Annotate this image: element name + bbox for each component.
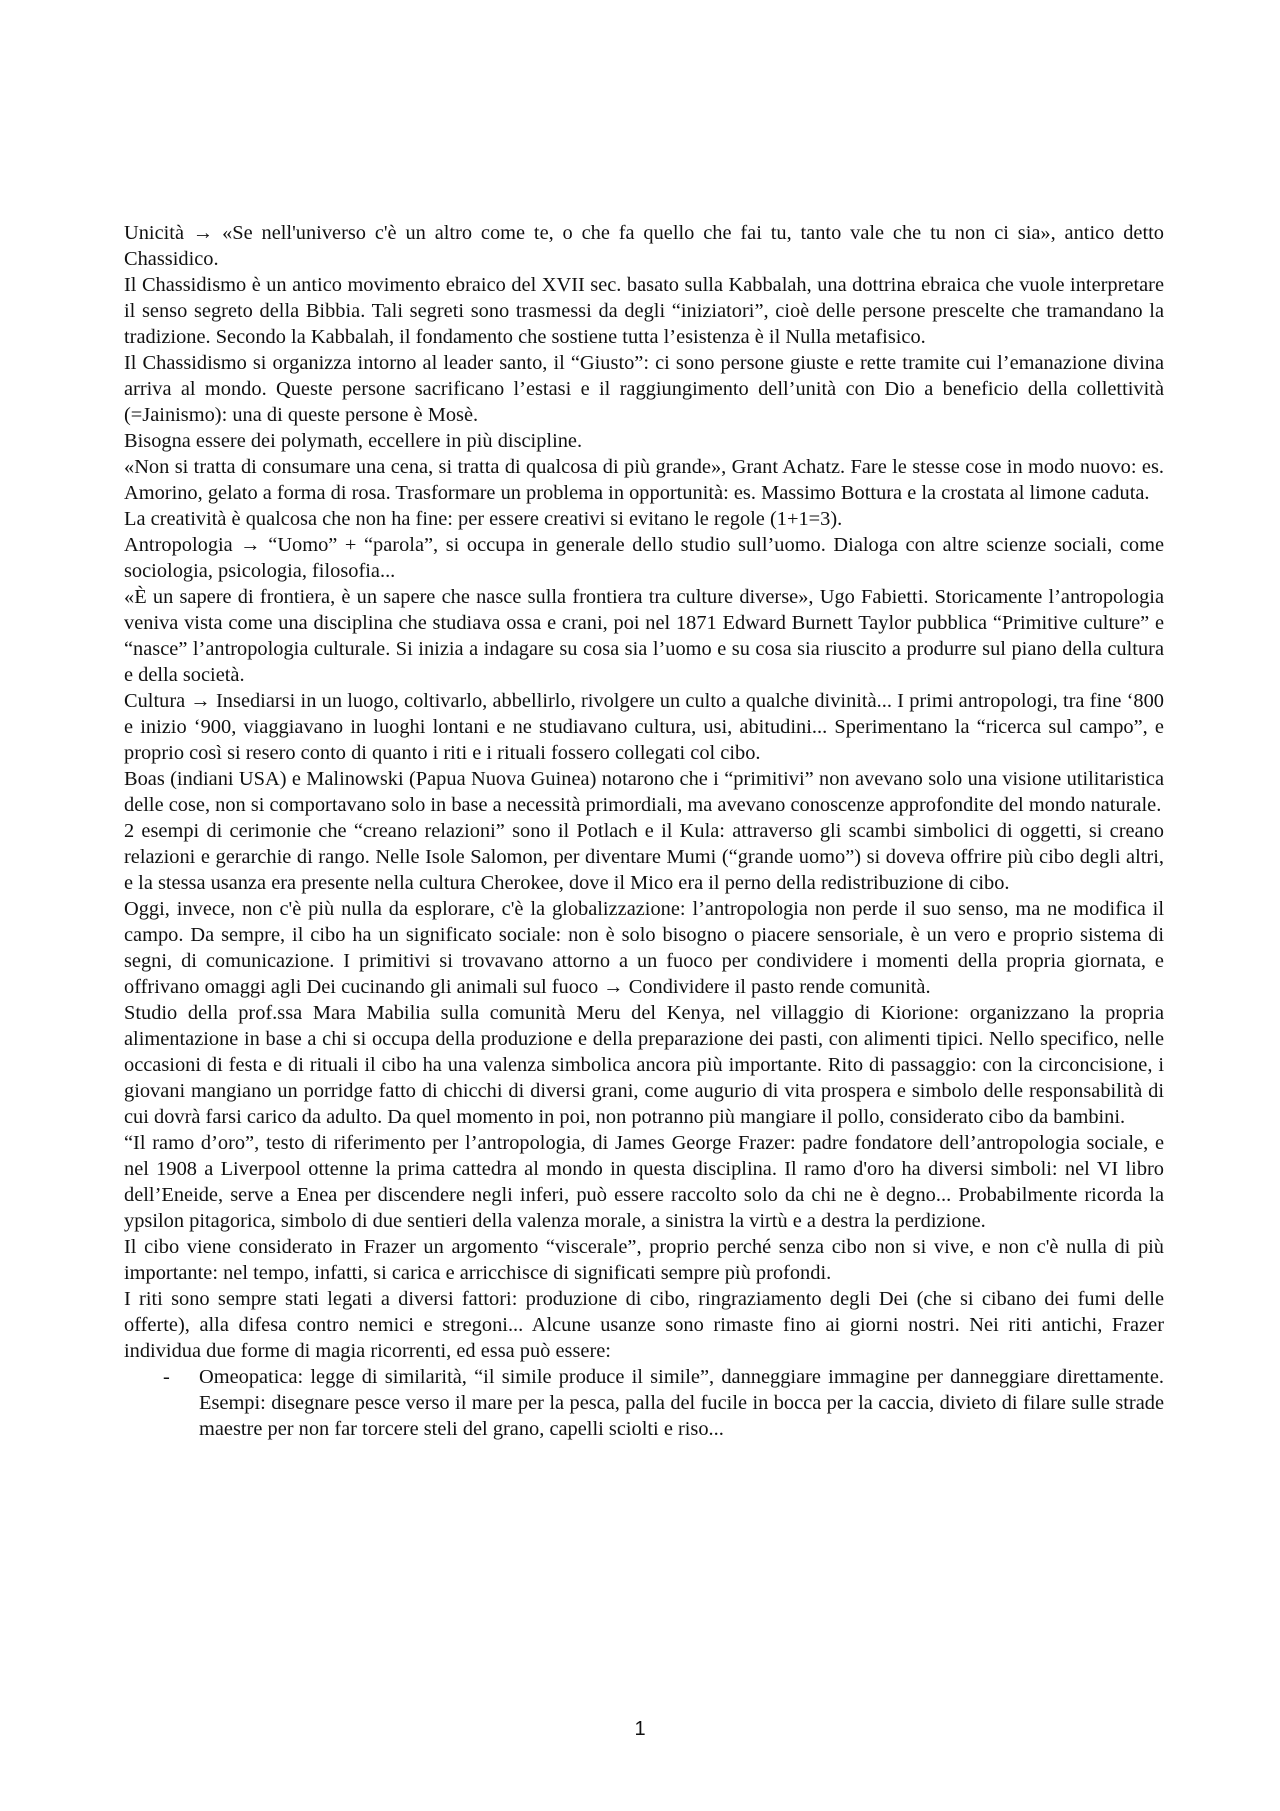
- paragraph-riti: I riti sono sempre stati legati a diversi fattori: produzione di cibo, ringraziamento degli Dei (che si cibano dei fumi delle offerte), alla difesa contro nemici e stregoni... Alcune usanze sono rimaste fino ai giorni nostri. Nei riti antichi, Frazer individua due forme di magia ricorrenti, ed essa può essere:: [124, 1288, 1164, 1362]
- paragraph-boas-malinowski: Boas (indiani USA) e Malinowski (Papua Nuova Guinea) notarono che i “primitivi” non avevano solo una visione utilitaristica delle cose, non si comportavano solo in base a necessità primordiali, ma avevano conoscenze approfondite del mondo naturale.: [124, 768, 1164, 816]
- paragraph-ramo-doro: “Il ramo d’oro”, testo di riferimento per l’antropologia, di James George Frazer: padre fondatore dell’antropologia sociale, e nel 1908 a Liverpool ottenne la prima cattedra al mondo in questa disciplina. Il ramo d'oro ha diversi simboli: nel VI libro dell’Eneide, serve a Enea per discendere negli inferi, può essere raccolto solo da chi ne è degno... Probabilmente ricorda la ypsilon pitagorica, simbolo di due sentieri della valenza morale, a sinistra la virtù e a destra la perdizione.: [124, 1132, 1164, 1232]
- paragraph-antropologia: Antropologia → “Uomo” + “parola”, si occupa in generale dello studio sull’uomo. Dialoga con altre scienze sociali, come sociologia, psicologia, filosofia...: [124, 534, 1164, 582]
- paragraph-viscerale: Il cibo viene considerato in Frazer un argomento “viscerale”, proprio perché senza cibo non si vive, e non c'è nulla di più importante: nel tempo, infatti, si carica e arricchisce di significati sempre più profondi.: [124, 1236, 1164, 1284]
- page-number: 1: [634, 1718, 646, 1740]
- paragraph-creativita: La creatività è qualcosa che non ha fine: per essere creativi si evitano le regole (1+1=3).: [124, 508, 843, 530]
- paragraph-achatz: «Non si tratta di consumare una cena, si tratta di qualcosa di più grande», Grant Achatz. Fare le stesse cose in modo nuovo: es. Amorino, gelato a forma di rosa. Trasformare un problema in opportunità: es. Massimo Bottura e la crostata al limone caduta.: [124, 456, 1164, 504]
- magic-forms-list: [124, 1364, 1164, 1442]
- list-item-text: Omeopatica: legge di similarità, “il simile produce il simile”, danneggiare immagine per danneggiare direttamente. Esempi: disegnare pesce verso il mare per la pesca, palla del fucile in bocca per la caccia, divieto di filare sulle strade maestre per non far torcere steli del grano, capelli sciolti e riso...: [199, 1366, 1164, 1440]
- paragraph-cultura: Cultura → Insediarsi in un luogo, coltivarlo, abbellirlo, rivolgere un culto a qualche divinità... I primi antropologi, tra fine ‘800 e inizio ‘900, viaggiavano in luoghi lontani e ne studiavano cultura, usi, abitudini... Sperimentano la “ricerca sul campo”, e proprio così si resero conto di quanto i riti e i rituali fossero collegati col cibo.: [124, 690, 1164, 764]
- paragraph-globalizzazione: Oggi, invece, non c'è più nulla da esplorare, c'è la globalizzazione: l’antropologia non perde il suo senso, ma ne modifica il campo. Da sempre, il cibo ha un significato sociale: non è solo bisogno o piacere sensoriale, è un vero e proprio sistema di segni, di comunicazione. I primitivi si trovavano attorno a un fuoco per condividere i momenti della propria giornata, e offrivano omaggi agli Dei cucinando gli animali sul fuoco → Condividere il pasto rende comunità.: [124, 898, 1164, 998]
- list-item: [124, 1364, 1164, 1442]
- document-page: [124, 220, 1164, 1442]
- paragraph-giusto: Il Chassidismo si organizza intorno al leader santo, il “Giusto”: ci sono persone giuste e rette tramite cui l’emanazione divina arriva al mondo. Queste persone sacrificano l’estasi e il raggiungimento dell’unità con Dio a beneficio della collettività (=Jainismo): una di queste persone è Mosè.: [124, 352, 1164, 426]
- paragraph-unicita: Unicità → «Se nell'universo c'è un altro come te, o che fa quello che fai tu, tanto vale che tu non ci sia», antico detto Chassidico.: [124, 222, 1164, 270]
- paragraph-chassidismo: Il Chassidismo è un antico movimento ebraico del XVII sec. basato sulla Kabbalah, una dottrina ebraica che vuole interpretare il senso segreto della Bibbia. Tali segreti sono trasmessi da degli “iniziatori”, cioè delle persone prescelte che tramandano la tradizione. Secondo la Kabbalah, il fondamento che sostiene tutta l’esistenza è il Nulla metafisico.: [124, 274, 1164, 348]
- paragraph-polymath: Bisogna essere dei polymath, eccellere in più discipline.: [124, 430, 583, 452]
- list-bullet: -: [163, 1366, 170, 1388]
- paragraph-fabietti: «È un sapere di frontiera, è un sapere che nasce sulla frontiera tra culture diverse», Ugo Fabietti. Storicamente l’antropologia veniva vista come una disciplina che studiava ossa e crani, poi nel 1871 Edward Burnett Taylor pubblica “Primitive culture” e “nasce” l’antropologia culturale. Si inizia a indagare su cosa sia l’uomo e su cosa sia riuscito a produrre sul piano della cultura e della società.: [124, 586, 1164, 686]
- paragraph-potlach-kula: 2 esempi di cerimonie che “creano relazioni” sono il Potlach e il Kula: attraverso gli scambi simbolici di oggetti, si creano relazioni e gerarchie di rango. Nelle Isole Salomon, per diventare Mumi (“grande uomo”) si doveva offrire più cibo degli altri, e la stessa usanza era presente nella cultura Cherokee, dove il Mico era il perno della redistribuzione di cibo.: [124, 820, 1164, 894]
- paragraph-mabilia: Studio della prof.ssa Mara Mabilia sulla comunità Meru del Kenya, nel villaggio di Kiorione: organizzano la propria alimentazione in base a chi si occupa della produzione e della preparazione dei pasti, con alimenti tipici. Nello specifico, nelle occasioni di festa e di rituali il cibo ha una valenza simbolica ancora più importante. Rito di passaggio: con la circoncisione, i giovani mangiano un porridge fatto di chicchi di diversi grani, come augurio di vita prospera e simbolo delle responsabilità di cui dovrà farsi carico da adulto. Da quel momento in poi, non potranno più mangiare il pollo, considerato cibo da bambini.: [124, 1002, 1164, 1128]
